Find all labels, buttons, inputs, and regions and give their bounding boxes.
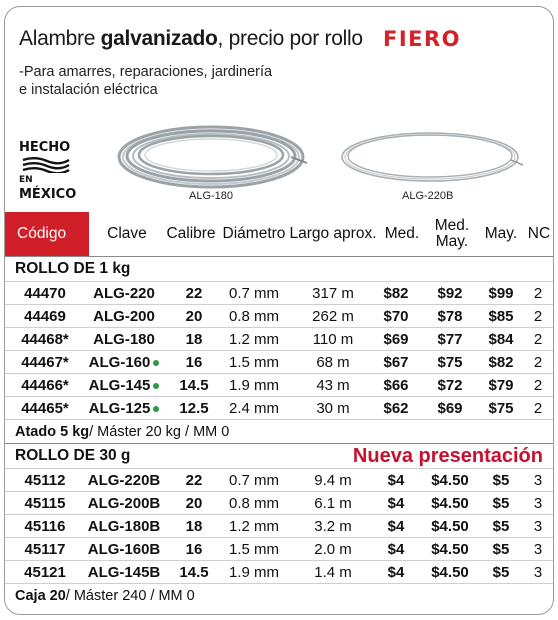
cell-calibre xyxy=(171,305,217,328)
cell-clave xyxy=(79,305,169,328)
largo-value: 110 m xyxy=(312,331,354,348)
badge-line-2: EN xyxy=(19,175,33,185)
cell-may xyxy=(479,397,523,420)
table-header xyxy=(5,212,554,256)
medmay-value: $4.50 xyxy=(431,495,469,512)
largo-value: 6.1 m xyxy=(314,495,352,512)
medmay-value: $69 xyxy=(437,400,463,417)
table-row xyxy=(5,373,554,396)
cell-clave xyxy=(79,374,169,397)
medmay-value: $4.50 xyxy=(431,541,469,558)
col-header-med-may: Med. May. xyxy=(434,217,470,250)
cell-calibre xyxy=(171,282,217,305)
cell-clave xyxy=(79,351,169,374)
medmay-value: $75 xyxy=(437,354,463,371)
codigo-value: 45112 xyxy=(24,472,66,489)
cell-calibre xyxy=(171,397,217,420)
med-value: $4 xyxy=(387,564,405,581)
diametro-value: 1.2 mm xyxy=(228,331,279,348)
cell-nc xyxy=(523,561,553,584)
cell-diametro xyxy=(219,469,289,492)
packaging-note xyxy=(5,419,554,443)
col-header-med: Med. xyxy=(384,225,420,242)
med-value: $69 xyxy=(383,331,409,348)
largo-value: 262 m xyxy=(312,308,354,325)
section-header xyxy=(5,443,554,468)
packaging-note-bold: Caja 20 xyxy=(15,587,66,604)
cell-nc xyxy=(523,374,553,397)
packaging-note-bold: Atado 5 kg xyxy=(15,423,90,440)
clave-value: ALG-125 xyxy=(88,400,151,417)
cell-codigo xyxy=(13,397,77,420)
medmay-value: $4.50 xyxy=(431,564,469,581)
title-row xyxy=(19,21,549,57)
packaging-note-rest: / Máster 20 kg / MM 0 xyxy=(89,423,230,440)
nc-value: 2 xyxy=(533,331,543,348)
product-caption-1: ALG-180 xyxy=(189,190,234,202)
new-item-dot-icon xyxy=(153,406,159,412)
codigo-value: 45117 xyxy=(24,541,66,558)
cell-largo xyxy=(289,351,377,374)
cell-may xyxy=(479,282,523,305)
med-value: $62 xyxy=(383,400,409,417)
packaging-note-rest: / Máster 240 / MM 0 xyxy=(65,587,195,604)
page-title: Alambre galvanizado, precio por rollo xyxy=(19,27,363,50)
cell-calibre xyxy=(171,351,217,374)
cell-codigo xyxy=(13,328,77,351)
codigo-value: 44470 xyxy=(24,285,66,302)
cell-medmay xyxy=(425,305,475,328)
cell-nc xyxy=(523,305,553,328)
cell-medmay xyxy=(425,351,475,374)
cell-calibre xyxy=(171,561,217,584)
largo-value: 43 m xyxy=(316,377,350,394)
codigo-value: 44468* xyxy=(21,331,69,348)
cell-nc xyxy=(523,351,553,374)
cell-clave xyxy=(79,397,169,420)
may-value: $99 xyxy=(488,285,514,302)
table-row xyxy=(5,327,554,350)
col-header-diametro: Diámetro xyxy=(222,225,286,242)
product-caption-2: ALG-220B xyxy=(402,190,454,202)
cell-diametro xyxy=(219,538,289,561)
calibre-value: 18 xyxy=(185,518,203,535)
cell-codigo xyxy=(13,561,77,584)
medmay-value: $4.50 xyxy=(431,518,469,535)
clave-value: ALG-200 xyxy=(93,308,155,325)
may-value: $82 xyxy=(488,354,514,371)
packaging-note xyxy=(5,583,554,607)
cell-may xyxy=(479,561,523,584)
cell-largo xyxy=(289,515,377,538)
may-value: $5 xyxy=(492,564,510,581)
col-header-codigo: Código xyxy=(5,212,89,256)
cell-clave xyxy=(79,515,169,538)
may-value: $84 xyxy=(488,331,514,348)
cell-medmay xyxy=(425,515,475,538)
cell-med xyxy=(371,469,421,492)
clave-value: ALG-145 xyxy=(88,377,151,394)
cell-nc xyxy=(523,328,553,351)
cell-med xyxy=(371,515,421,538)
cell-codigo xyxy=(13,305,77,328)
cell-diametro xyxy=(219,328,289,351)
cell-medmay xyxy=(425,561,475,584)
calibre-value: 20 xyxy=(185,308,203,325)
diametro-value: 1.5 mm xyxy=(228,354,279,371)
wire-coil-image xyxy=(335,127,525,185)
cell-largo xyxy=(289,282,377,305)
cell-largo xyxy=(289,538,377,561)
nc-value: 3 xyxy=(533,564,543,581)
calibre-value: 16 xyxy=(185,541,203,558)
cell-clave xyxy=(79,561,169,584)
brand-logo: FIERO xyxy=(382,27,461,51)
cell-diametro xyxy=(219,515,289,538)
calibre-value: 14.5 xyxy=(179,377,209,394)
cell-nc xyxy=(523,282,553,305)
largo-value: 1.4 m xyxy=(314,564,352,581)
codigo-value: 45115 xyxy=(24,495,66,512)
calibre-value: 20 xyxy=(185,495,203,512)
table-row xyxy=(5,350,554,373)
cell-clave xyxy=(79,282,169,305)
cell-may xyxy=(479,328,523,351)
cell-largo xyxy=(289,561,377,584)
diametro-value: 0.7 mm xyxy=(228,472,279,489)
codigo-value: 44469 xyxy=(24,308,66,325)
nc-value: 3 xyxy=(533,518,543,535)
col-header-nc: NC xyxy=(527,225,551,242)
table-row xyxy=(5,304,554,327)
nc-value: 3 xyxy=(533,541,543,558)
cell-med xyxy=(371,328,421,351)
cell-codigo xyxy=(13,538,77,561)
badge-line-1: HECHO xyxy=(19,140,71,155)
clave-value: ALG-160B xyxy=(87,541,161,558)
table-row xyxy=(5,491,554,514)
codigo-value: 44466* xyxy=(21,377,69,394)
cell-codigo xyxy=(13,492,77,515)
may-value: $85 xyxy=(488,308,514,325)
med-value: $4 xyxy=(387,472,405,489)
cell-diametro xyxy=(219,282,289,305)
flag-stripes-icon xyxy=(21,157,71,173)
cell-codigo xyxy=(13,374,77,397)
col-header-calibre: Calibre xyxy=(166,225,216,242)
may-value: $5 xyxy=(492,518,510,535)
largo-value: 2.0 m xyxy=(314,541,352,558)
codigo-value: 44467* xyxy=(21,354,69,371)
nc-value: 3 xyxy=(533,472,543,489)
product-card xyxy=(4,6,554,615)
cell-nc xyxy=(523,469,553,492)
cell-med xyxy=(371,561,421,584)
cell-clave xyxy=(79,538,169,561)
new-presentation-label: Nueva presentación xyxy=(352,444,543,467)
cell-calibre xyxy=(171,374,217,397)
table-row xyxy=(5,514,554,537)
cell-med xyxy=(371,305,421,328)
diametro-value: 0.7 mm xyxy=(228,285,279,302)
cell-codigo xyxy=(13,351,77,374)
cell-diametro xyxy=(219,305,289,328)
cell-nc xyxy=(523,397,553,420)
badge-line-3: MÉXICO xyxy=(19,187,77,202)
clave-value: ALG-180B xyxy=(87,518,161,535)
cell-codigo xyxy=(13,469,77,492)
clave-value: ALG-180 xyxy=(93,331,155,348)
cell-largo xyxy=(289,374,377,397)
cell-med xyxy=(371,538,421,561)
med-value: $82 xyxy=(383,285,409,302)
cell-codigo xyxy=(13,515,77,538)
cell-calibre xyxy=(171,538,217,561)
cell-nc xyxy=(523,515,553,538)
col-header-largo: Largo aprox. xyxy=(289,225,377,242)
cell-med xyxy=(371,351,421,374)
cell-may xyxy=(479,374,523,397)
cell-nc xyxy=(523,538,553,561)
cell-calibre xyxy=(171,492,217,515)
cell-calibre xyxy=(171,515,217,538)
cell-medmay xyxy=(425,492,475,515)
table-row xyxy=(5,281,554,304)
may-value: $5 xyxy=(492,472,510,489)
calibre-value: 18 xyxy=(185,331,203,348)
cell-calibre xyxy=(171,328,217,351)
calibre-value: 22 xyxy=(185,285,203,302)
medmay-value: $78 xyxy=(437,308,463,325)
largo-value: 9.4 m xyxy=(314,472,352,489)
may-value: $5 xyxy=(492,495,510,512)
med-value: $70 xyxy=(383,308,409,325)
cell-largo xyxy=(289,492,377,515)
cell-diametro xyxy=(219,374,289,397)
cell-med xyxy=(371,282,421,305)
med-value: $4 xyxy=(387,495,405,512)
med-value: $4 xyxy=(387,518,405,535)
cell-medmay xyxy=(425,469,475,492)
cell-med xyxy=(371,374,421,397)
nc-value: 2 xyxy=(533,285,543,302)
cell-med xyxy=(371,492,421,515)
may-value: $5 xyxy=(492,541,510,558)
nc-value: 2 xyxy=(533,400,543,417)
clave-value: ALG-160 xyxy=(88,354,151,371)
calibre-value: 22 xyxy=(185,472,203,489)
table-row xyxy=(5,396,554,419)
diametro-value: 0.8 mm xyxy=(228,308,279,325)
cell-clave xyxy=(79,492,169,515)
cell-may xyxy=(479,305,523,328)
cell-diametro xyxy=(219,351,289,374)
cell-may xyxy=(479,515,523,538)
cell-medmay xyxy=(425,538,475,561)
cell-largo xyxy=(289,305,377,328)
diametro-value: 1.9 mm xyxy=(228,377,279,394)
made-in-mexico-badge xyxy=(19,140,77,204)
cell-largo xyxy=(289,397,377,420)
may-value: $79 xyxy=(488,377,514,394)
cell-may xyxy=(479,351,523,374)
calibre-value: 12.5 xyxy=(179,400,209,417)
cell-med xyxy=(371,397,421,420)
calibre-value: 16 xyxy=(185,354,203,371)
wire-coil-image xyxy=(111,119,311,191)
cell-codigo xyxy=(13,282,77,305)
clave-value: ALG-220B xyxy=(87,472,161,489)
calibre-value: 14.5 xyxy=(179,564,209,581)
new-item-dot-icon xyxy=(153,383,159,389)
table-row xyxy=(5,560,554,583)
nc-value: 3 xyxy=(533,495,543,512)
codigo-value: 45121 xyxy=(24,564,66,581)
largo-value: 30 m xyxy=(316,400,350,417)
largo-value: 317 m xyxy=(312,285,354,302)
diametro-value: 1.9 mm xyxy=(228,564,279,581)
col-header-may: May. xyxy=(484,225,518,242)
cell-largo xyxy=(289,328,377,351)
cell-may xyxy=(479,469,523,492)
medmay-value: $77 xyxy=(437,331,463,348)
section-title: ROLLO DE 30 g xyxy=(15,447,131,464)
cell-diametro xyxy=(219,397,289,420)
largo-value: 3.2 m xyxy=(314,518,352,535)
medmay-value: $72 xyxy=(437,377,463,394)
cell-nc xyxy=(523,492,553,515)
cell-clave xyxy=(79,328,169,351)
nc-value: 2 xyxy=(533,354,543,371)
medmay-value: $92 xyxy=(437,285,463,302)
cell-may xyxy=(479,538,523,561)
largo-value: 68 m xyxy=(316,354,350,371)
codigo-value: 44465* xyxy=(21,400,69,417)
clave-value: ALG-220 xyxy=(93,285,155,302)
section-title: ROLLO DE 1 kg xyxy=(15,260,131,277)
table-row xyxy=(5,468,554,491)
diametro-value: 1.2 mm xyxy=(228,518,279,535)
nc-value: 2 xyxy=(533,308,543,325)
new-item-dot-icon xyxy=(153,360,159,366)
cell-medmay xyxy=(425,328,475,351)
clave-value: ALG-200B xyxy=(87,495,161,512)
cell-may xyxy=(479,492,523,515)
cell-medmay xyxy=(425,282,475,305)
cell-calibre xyxy=(171,469,217,492)
med-value: $66 xyxy=(383,377,409,394)
may-value: $75 xyxy=(488,400,514,417)
cell-clave xyxy=(79,469,169,492)
description: -Para amarres, reparaciones, jardinería e instalación eléctrica xyxy=(19,64,273,98)
cell-largo xyxy=(289,469,377,492)
clave-value: ALG-145B xyxy=(87,564,161,581)
cell-medmay xyxy=(425,397,475,420)
med-value: $4 xyxy=(387,541,405,558)
diametro-value: 0.8 mm xyxy=(228,495,279,512)
cell-diametro xyxy=(219,561,289,584)
codigo-value: 45116 xyxy=(24,518,66,535)
diametro-value: 2.4 mm xyxy=(228,400,279,417)
nc-value: 2 xyxy=(533,377,543,394)
section-header xyxy=(5,256,554,281)
cell-medmay xyxy=(425,374,475,397)
table-row xyxy=(5,537,554,560)
col-header-clave: Clave xyxy=(107,225,147,242)
diametro-value: 1.5 mm xyxy=(228,541,279,558)
medmay-value: $4.50 xyxy=(431,472,469,489)
cell-diametro xyxy=(219,492,289,515)
med-value: $67 xyxy=(383,354,409,371)
